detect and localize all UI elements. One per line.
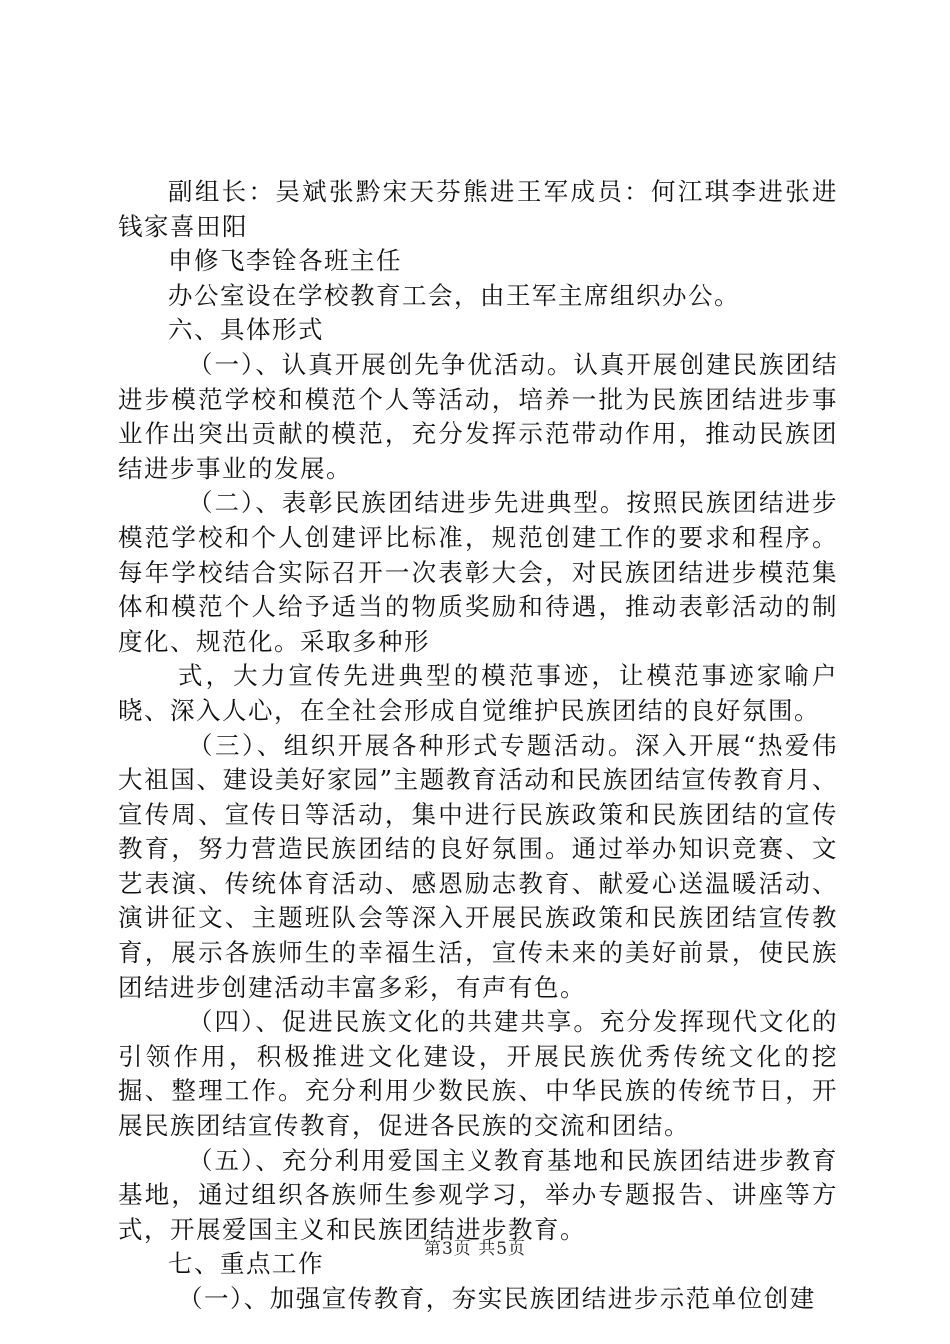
section-heading-forms: 六、具体形式 — [168, 315, 324, 345]
document-body — [118, 175, 838, 1317]
paragraph-item-5: （五）、充分利用爱国主义教育基地和民族团结进步教育基地，通过组织各族师生参观学习，举办专题报告、讲座等方式，开展爱国主义和民族团结进步教育。 — [118, 1145, 838, 1244]
paragraph-item-1: （一）、认真开展创先争优活动。认真开展创建民族团结进步模范学校和模范个人等活动，培养一批为民族团结进步事业作出突出贡献的模范，充分发挥示范带动作用，推动民族团结进步事业的发展。 — [118, 349, 838, 483]
paragraph-item-4: （四）、促进民族文化的共建共享。充分发挥现代文化的引领作用，积极推进文化建设，开展民族优秀传统文化的挖掘、整理工作。充分利用少数民族、中华民族的传统节日，开展民族团结宣传教育，促进各民族的交流和团结。 — [118, 1007, 838, 1141]
paragraph-leadership-deputies: 副组长：吴斌张黔宋天芬熊进王军成员：何江琪李进张进钱家喜田阳 — [118, 177, 838, 241]
paragraph-office: 办公室设在学校教育工会，由王军主席组织办公。 — [168, 280, 740, 310]
paragraph-leadership-members: 申修飞李铨各班主任 — [168, 246, 402, 276]
section-heading-key-work: 七、重点工作 — [168, 1249, 324, 1279]
paragraph-key-work-item-1: （一）、加强宣传教育，夯实民族团结进步示范单位创建 — [178, 1284, 816, 1313]
paragraph-item-3: （三）、组织开展各种形式专题活动。深入开展“热爱伟大祖国、建设美好家园”主题教育活动和民族团结宣传教育月、宣传周、宣传日等活动，集中进行民族政策和民族团结的宣传教育，努力营造民族团结的良好氛围。通过举办知识竞赛、文艺表演、传统体育活动、感恩励志教育、献爱心送温暖活动、演讲征文、主题班队会等深入开展民族政策和民族团结宣传教育，展示各族师生的幸福生活，宣传未来的美好前景，使民族团结进步创建活动丰富多彩，有声有色。 — [118, 730, 838, 1002]
page-number-footer: 第3页 共5页 — [423, 1239, 527, 1259]
paragraph-item-2: （二）、表彰民族团结进步先进典型。按照民族团结进步模范学校和个人创建评比标准，规范创建工作的要求和程序。每年学校结合实际召开一次表彰大会，对民族团结进步模范集体和模范个人给予适当的物质奖励和待遇，推动表彰活动的制度化、规范化。采取多种形 — [118, 488, 838, 656]
paragraph-item-2-continued: 式，大力宣传先进典型的模范事迹，让模范事迹家喻户晓、深入人心，在全社会形成自觉维护民族团结的良好氛围。 — [118, 661, 838, 725]
